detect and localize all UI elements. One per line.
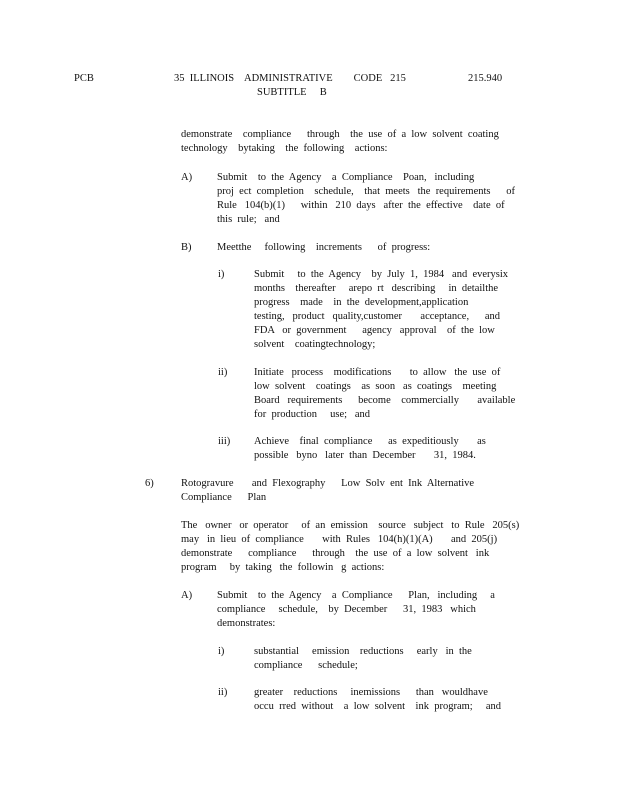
item-line: substantial emission reductions early in the bbox=[254, 646, 472, 657]
item-line: Rule 104(b)(1) within 210 days after the effective date of bbox=[217, 200, 505, 211]
paragraph-line: may in lieu of compliance with Rules 104(h)(1)(A) and 205(j) bbox=[181, 534, 498, 545]
item-line: this rule; and bbox=[217, 214, 280, 225]
item-line: solvent coatingtechnology; bbox=[254, 339, 376, 350]
item-line: greater reductions inemissions than wouldhave bbox=[254, 687, 488, 698]
item-label: A) bbox=[181, 590, 193, 601]
item-line: proj ect completion schedule, that meets the requirements of bbox=[217, 186, 515, 197]
item-line: Board requirements become commercially available bbox=[254, 395, 516, 406]
item-line: for production use; and bbox=[254, 409, 371, 420]
item-line: demonstrates: bbox=[217, 618, 276, 629]
section-title-line: Compliance Plan bbox=[181, 492, 267, 503]
item-line: compliance schedule, by December 31, 1983 which bbox=[217, 604, 476, 615]
item-line: Achieve final compliance as expeditiously as bbox=[254, 436, 486, 447]
intro-line: technology bytaking the following actions: bbox=[181, 143, 388, 154]
item-line: testing, product quality,customer acceptance, and bbox=[254, 311, 500, 322]
item-label: A) bbox=[181, 172, 193, 183]
item-line: Submit to the Agency a Compliance Poan, including bbox=[217, 172, 475, 183]
paragraph-line: program by taking the followin g actions: bbox=[181, 562, 385, 573]
item-label: ii) bbox=[218, 367, 228, 378]
item-line: low solvent coatings as soon as coatings meeting bbox=[254, 381, 497, 392]
paragraph-line: The owner or operator of an emission source subject to Rule 205(s) bbox=[181, 520, 520, 531]
item-line: FDA or government agency approval of the low bbox=[254, 325, 495, 336]
item-line: months thereafter arepo rt describing in detailthe bbox=[254, 283, 499, 294]
header-right: 215.940 bbox=[468, 73, 503, 84]
item-line: possible byno later than December 31, 1984. bbox=[254, 450, 476, 461]
section-label: 6) bbox=[145, 478, 154, 489]
item-label: ii) bbox=[218, 687, 228, 698]
item-line: compliance schedule; bbox=[254, 660, 358, 671]
intro-line: demonstrate compliance through the use of a low solvent coating bbox=[181, 129, 499, 140]
item-line: Submit to the Agency a Compliance Plan, including a bbox=[217, 590, 495, 601]
paragraph-line: demonstrate compliance through the use of a low solvent ink bbox=[181, 548, 490, 559]
header-center-line1: 35 ILLINOIS ADMINISTRATIVE CODE 215 bbox=[174, 73, 406, 84]
item-line: progress made in the development,application bbox=[254, 297, 469, 308]
item-label: i) bbox=[218, 646, 225, 657]
section-title-line: Rotogravure and Flexography Low Solv ent Ink Alternative bbox=[181, 478, 475, 489]
item-label: iii) bbox=[218, 436, 231, 447]
item-line: occu rred without a low solvent ink program; and bbox=[254, 701, 501, 712]
item-line: Meetthe following increments of progress: bbox=[217, 242, 431, 253]
item-label: i) bbox=[218, 269, 225, 280]
item-line: Submit to the Agency by July 1, 1984 and everysix bbox=[254, 269, 509, 280]
header-left: PCB bbox=[74, 73, 94, 84]
header-center-line2: SUBTITLE B bbox=[257, 87, 327, 98]
item-label: B) bbox=[181, 242, 192, 253]
item-line: Initiate process modifications to allow the use of bbox=[254, 367, 501, 378]
